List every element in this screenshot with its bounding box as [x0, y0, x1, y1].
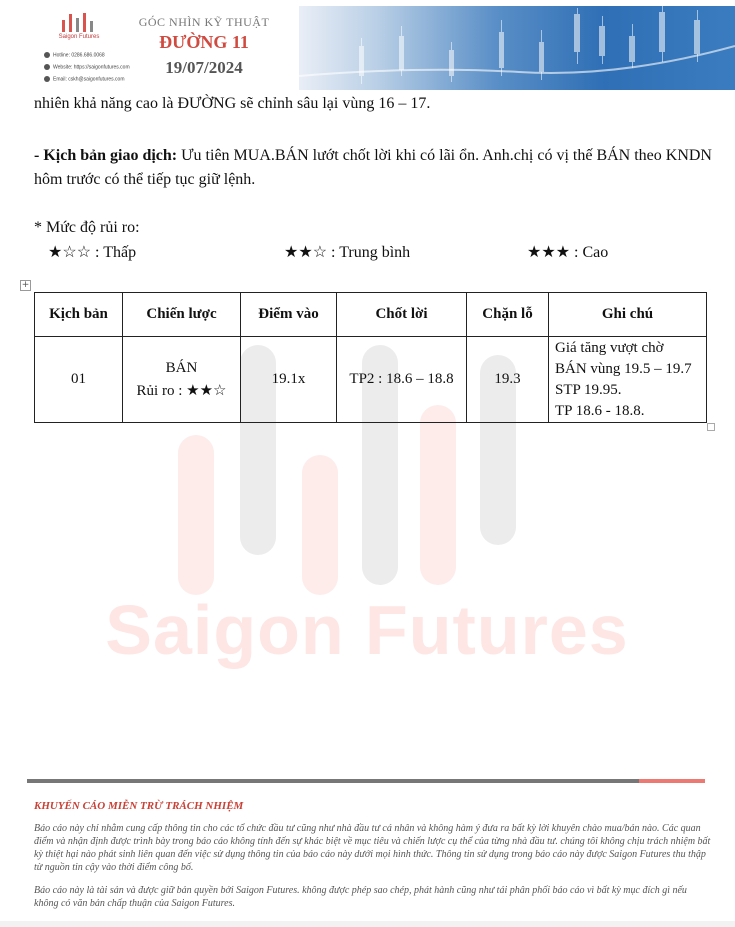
cell-entry: 19.1x: [241, 337, 337, 423]
strategy-action: BÁN: [165, 359, 198, 376]
trading-scenario-paragraph: [34, 144, 714, 192]
watermark-text: Saigon Futures: [105, 591, 629, 669]
risk-medium: ★★☆ : Trung bình: [284, 244, 411, 261]
trading-scenario-label: - Kịch bản giao dịch:: [34, 147, 178, 164]
analysis-paragraph: nhiên khả năng cao là ĐƯỜNG sẽ chỉnh sâu lại vùng 16 – 17.: [34, 95, 431, 112]
candlestick-banner-image: [299, 6, 735, 90]
note-line: STP 19.95.: [555, 381, 622, 398]
cell-notes: [549, 337, 707, 423]
col-notes: Ghi chú: [549, 293, 707, 337]
note-line: BÁN vùng 19.5 – 19.7: [555, 360, 692, 377]
phone-icon: [44, 52, 50, 58]
cell-stop-loss: 19.3: [467, 337, 549, 423]
trading-scenario-text: Ưu tiên MUA.BÁN lướt chốt lời khi có lãi ổn. Anh.chị có vị thế BÁN theo KNDN hôm trước có thể tiếp tục giữ lệnh.: [34, 147, 712, 188]
col-take-profit: Chốt lời: [337, 293, 467, 337]
risk-level-title: * Mức độ rủi ro:: [34, 219, 140, 236]
footer-divider-red: [639, 779, 705, 783]
table-header-row: [35, 293, 707, 337]
trading-plan-table: [34, 292, 707, 423]
disclaimer-paragraph-2: Báo cáo này là tài sản và được giữ bản quyền bởi Saigon Futures. không được phép sao chép, phát hành cũng như tái phân phối báo cáo vì bất kỳ mục đích gì nếu không có văn bản chấp thuận của Saigon Futures.: [34, 885, 687, 909]
contact-email: Email: cskh@saigonfutures.com: [44, 76, 125, 82]
col-entry: Điểm vào: [241, 293, 337, 337]
note-line: Giá tăng vượt chờ: [555, 339, 664, 356]
report-header: [34, 6, 735, 90]
cell-strategy: [123, 337, 241, 423]
logo-bars-icon: [58, 12, 98, 34]
col-scenario: Kịch bản: [35, 293, 123, 337]
report-date: 19/07/2024: [165, 58, 243, 77]
table-move-handle[interactable]: +: [21, 280, 30, 290]
cell-take-profit: TP2 : 18.6 – 18.8: [337, 337, 467, 423]
contact-website: Website: https://saigonfutures.com: [44, 64, 130, 70]
risk-low: ★☆☆ : Thấp: [48, 244, 137, 261]
header-info-panel: [34, 6, 299, 90]
brand-logo: [44, 10, 114, 46]
col-stop-loss: Chặn lỗ: [467, 293, 549, 337]
report-subject: ĐƯỜNG 11: [159, 32, 249, 52]
mail-icon: [44, 76, 50, 82]
page-bottom-edge: [0, 921, 735, 927]
header-chart-banner: [299, 6, 735, 90]
strategy-risk: Rủi ro : ★★☆: [136, 382, 227, 399]
note-line: TP 18.6 - 18.8.: [555, 402, 645, 419]
brand-name: Saigon Futures: [58, 34, 100, 40]
report-category: GÓC NHÌN KỸ THUẬT: [138, 15, 270, 29]
table-row: [35, 337, 707, 423]
disclaimer-paragraph-1: Báo cáo này chỉ nhằm cung cấp thông tin cho các tổ chức đầu tư cũng như nhà đầu tư cá nhân và không hàm ý đưa ra bất kỳ lời khuyên chào mua/bán nào. Các quan điểm và nhận định được trình bày trong báo cáo không tính đến sự khác biệt về mục tiêu và chiến lược cụ thể của từng nhà đầu tư. chúng tôi không chịu trách nhiệm bất kỳ thiệt hại nào phát sinh liên quan đến việc sử dụng thông tin của báo cáo này dưới mọi hình thức. Thông tin sử dụng trong báo cáo này được Saigon Futures thu thập từ nguồn tin cậy vào thời điểm công bố.: [34, 823, 711, 873]
cell-scenario-id: 01: [35, 337, 123, 423]
col-strategy: Chiến lược: [123, 293, 241, 337]
risk-high: ★★★ : Cao: [527, 244, 609, 261]
disclaimer-title: KHUYẾN CÁO MIỄN TRỪ TRÁCH NHIỆM: [34, 800, 244, 812]
footer-divider-gray: [27, 779, 639, 783]
globe-icon: [44, 64, 50, 70]
table-resize-handle[interactable]: [707, 423, 715, 431]
contact-hotline: Hotline: 0286.686.0068: [44, 52, 105, 58]
